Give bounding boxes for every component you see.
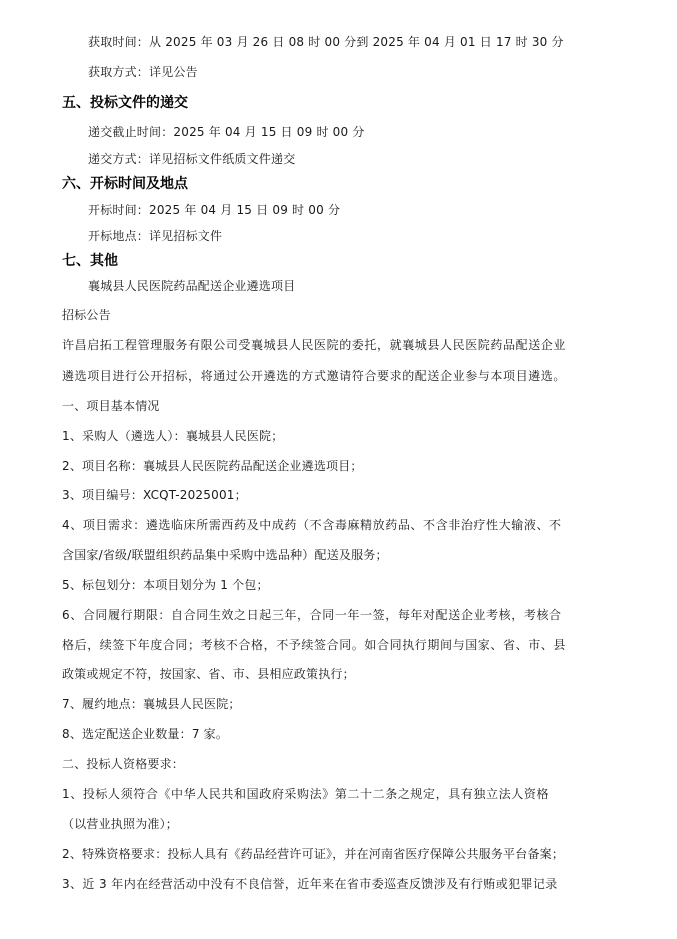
item-6-line-3: 政策或规定不符，按国家、省、市、县相应政策执行；: [62, 667, 355, 681]
project-name-line: 襄城县人民医院药品配送企业遴选项目: [88, 279, 296, 293]
submission-deadline: 递交截止时间：2025 年 04 月 15 日 09 时 00 分: [88, 125, 365, 139]
item-6-line-2: 格后，续签下年度合同；考核不合格，不予续签合同。如合同执行期间与国家、省、市、县: [62, 638, 567, 652]
item-1: 1、采购人（遴选人）：襄城县人民医院；: [62, 429, 284, 443]
intro-line-2: 遴选项目进行公开招标，将通过公开遴选的方式邀请符合要求的配送企业参与本项目遴选。: [62, 369, 567, 383]
acquire-time: 获取时间：从 2025 年 03 月 26 日 08 时 00 分到 2025 年 04 月 01 日 17 时 30 分: [88, 35, 564, 49]
opening-place: 开标地点：详见招标文件: [88, 229, 223, 243]
item-3: 3、项目编号：XCQT-2025001；: [62, 488, 247, 502]
qualification-2: 2、特殊资格要求：投标人具有《药品经营许可证》，并在河南省医疗保障公共服务平台备案；: [62, 847, 565, 861]
basic-info-title: 一、项目基本情况: [62, 399, 160, 413]
qualification-title: 二、投标人资格要求：: [62, 757, 185, 771]
acquire-method: 获取方式：详见公告: [88, 65, 198, 79]
item-8: 8、选定配送企业数量：7 家。: [62, 727, 229, 741]
qualification-3: 3、近 3 年内在经营活动中没有不良信誉，近年来在省市委巡查反馈涉及有行贿或犯罪记录: [62, 877, 558, 891]
opening-time: 开标时间：2025 年 04 月 15 日 09 时 00 分: [88, 203, 341, 217]
item-6-line-1: 6、合同履行期限：自合同生效之日起三年，合同一年一签，每年对配送企业考核，考核合: [62, 608, 562, 622]
intro-line-1: 许昌启拓工程管理服务有限公司受襄城县人民医院的委托，就襄城县人民医院药品配送企业: [62, 338, 567, 352]
section-7-heading: 七、其他: [62, 253, 118, 269]
item-5: 5、标包划分：本项目划分为 1 个包；: [62, 578, 269, 592]
submission-method: 递交方式：详见招标文件纸质文件递交: [88, 152, 296, 166]
item-4-line-1: 4、项目需求：遴选临床所需西药及中成药（不含毒麻精放药品、不含非治疗性大输液、不: [62, 518, 562, 532]
section-6-heading: 六、开标时间及地点: [62, 176, 188, 192]
item-7: 7、履约地点：襄城县人民医院；: [62, 697, 241, 711]
item-2: 2、项目名称：襄城县人民医院药品配送企业遴选项目；: [62, 459, 363, 473]
qualification-1-line-2: （以营业执照为准）；: [62, 817, 179, 831]
section-5-heading: 五、投标文件的递交: [62, 95, 188, 111]
item-4-line-2: 含国家/省级/联盟组织药品集中采购中选品种）配送及服务；: [62, 548, 388, 562]
qualification-1-line-1: 1、投标人须符合《中华人民共和国政府采购法》第二十二条之规定，具有独立法人资格: [62, 787, 550, 801]
announcement-label: 招标公告: [62, 308, 111, 322]
